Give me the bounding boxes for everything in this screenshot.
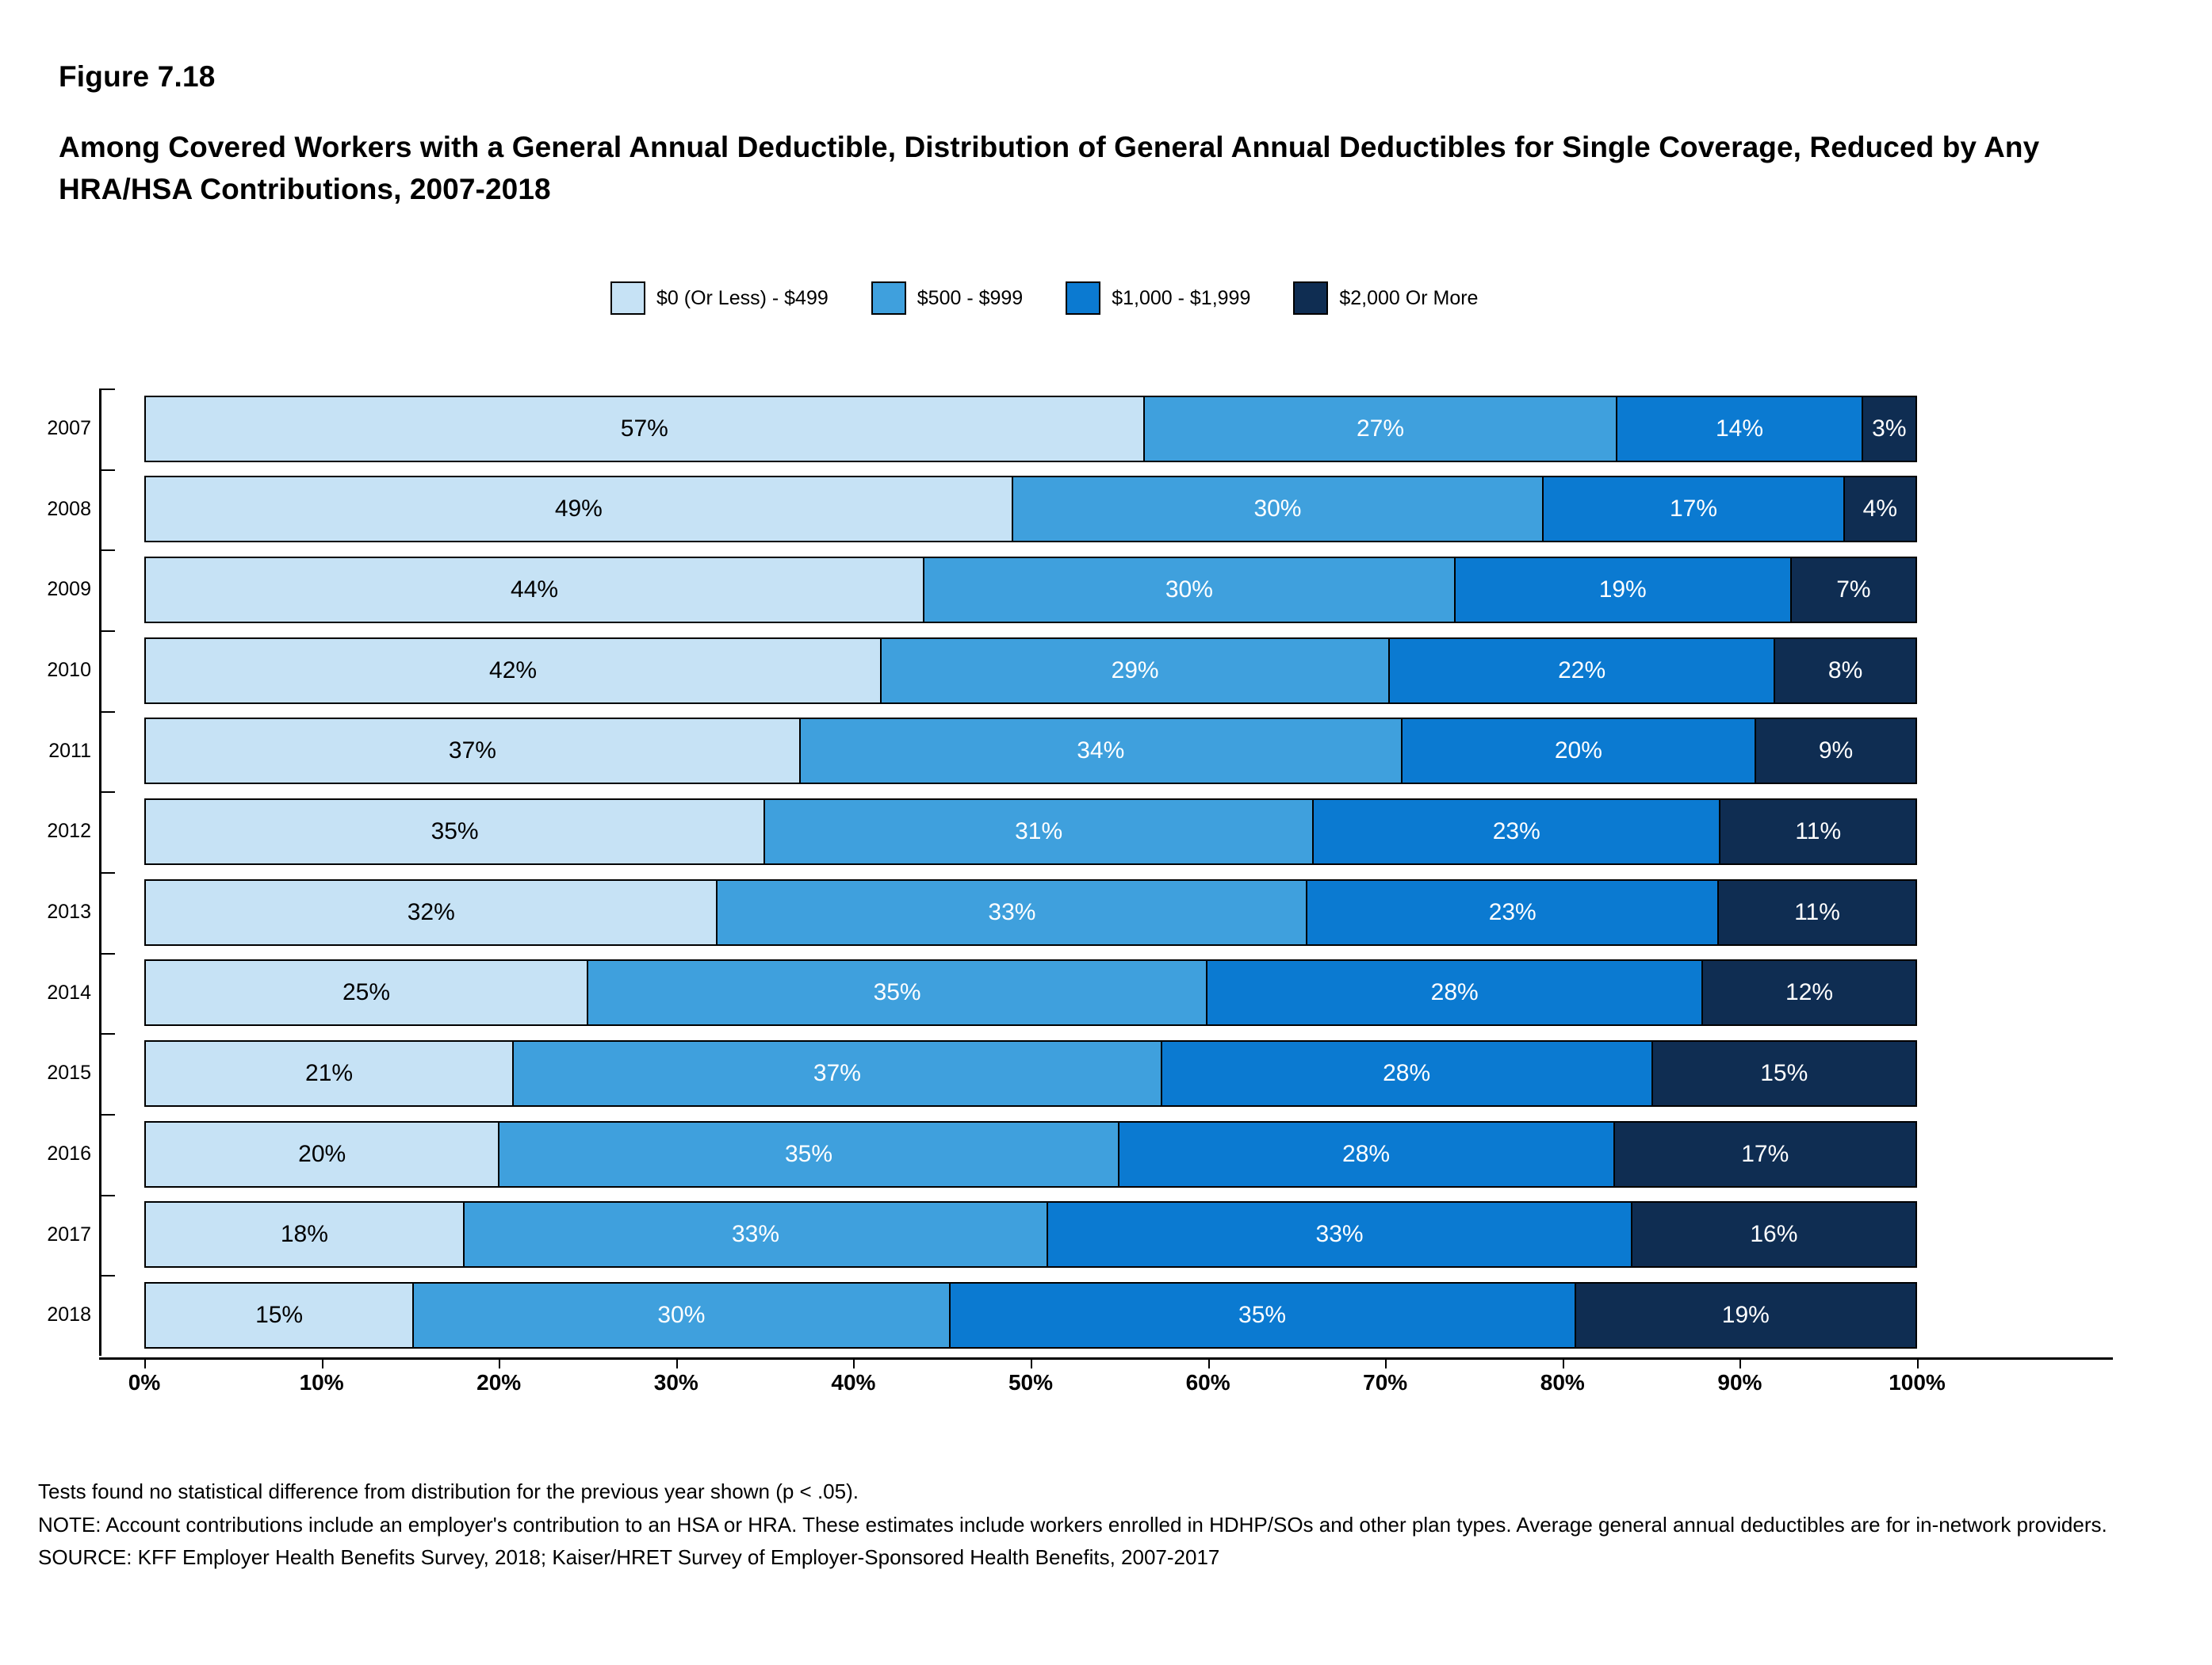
x-axis-tick-label: 80%	[1540, 1370, 1585, 1395]
bar-segment: 49%	[146, 477, 1013, 541]
x-axis-tick-label: 0%	[128, 1370, 161, 1395]
bar-segment: 23%	[1307, 881, 1719, 944]
y-axis-tick-mark	[99, 388, 115, 390]
x-axis-tick-mark	[1739, 1357, 1741, 1368]
chart-row	[47, 388, 2113, 469]
x-axis-tick-mark	[853, 1357, 855, 1368]
stacked-bar	[144, 718, 1917, 784]
bar-segment: 28%	[1162, 1042, 1653, 1105]
bar-segment: 33%	[718, 881, 1307, 944]
bar-segment: 21%	[146, 1042, 514, 1105]
bar-segment: 35%	[146, 800, 765, 863]
stacked-bar	[144, 1040, 1917, 1107]
bar-segment: 30%	[414, 1284, 950, 1347]
bar-segment: 28%	[1207, 961, 1703, 1024]
y-axis-tick-mark	[99, 872, 115, 874]
chart-row	[47, 953, 2113, 1034]
legend-item	[1293, 281, 1478, 315]
chart-row	[47, 1275, 2113, 1356]
bar-segment: 15%	[1653, 1042, 1915, 1105]
bar-segment: 35%	[499, 1123, 1119, 1186]
stacked-bar	[144, 637, 1917, 704]
bar-segment: 3%	[1863, 397, 1915, 461]
bar-segment: 14%	[1617, 397, 1862, 461]
y-axis-tick-label: 2018	[47, 1303, 91, 1326]
bar-segment: 31%	[765, 800, 1314, 863]
chart-row	[47, 630, 2113, 711]
chart-row	[48, 711, 2113, 792]
y-axis-tick-label: 2015	[47, 1062, 91, 1085]
plot-area	[47, 388, 2113, 1356]
chart-row	[47, 549, 2113, 630]
x-axis-tick-mark	[1917, 1357, 1919, 1368]
x-axis-tick-mark	[1031, 1357, 1032, 1368]
stacked-bar	[144, 798, 1917, 865]
y-axis-tick-label: 2013	[47, 901, 91, 923]
x-axis-tick-label: 90%	[1717, 1370, 1762, 1395]
stacked-bar	[144, 557, 1917, 623]
legend-label: $500 - $999	[917, 286, 1024, 309]
legend-label: $0 (Or Less) - $499	[656, 286, 829, 309]
bar-segment: 42%	[146, 639, 882, 702]
bar-segment: 7%	[1792, 558, 1915, 622]
x-axis-tick-label: 50%	[1008, 1370, 1054, 1395]
bar-rows	[47, 388, 2113, 1356]
legend-swatch	[610, 281, 645, 315]
chart-row	[47, 1033, 2113, 1114]
y-axis-tick-mark	[99, 1114, 115, 1116]
y-axis-tick-mark	[99, 630, 115, 632]
bar-segment: 44%	[146, 558, 924, 622]
stacked-bar	[144, 1121, 1917, 1188]
legend-swatch	[1066, 281, 1100, 315]
y-axis-tick-mark	[99, 549, 115, 551]
legend-swatch	[1293, 281, 1328, 315]
y-axis-tick-label: 2016	[47, 1143, 91, 1165]
x-axis-tick-label: 60%	[1185, 1370, 1230, 1395]
figure-number: Figure 7.18	[59, 60, 216, 93]
y-axis-tick-label: 2014	[47, 981, 91, 1004]
x-axis-tick-mark	[676, 1357, 678, 1368]
y-axis-tick-label: 2010	[47, 659, 91, 681]
y-axis-tick-label: 2009	[47, 578, 91, 601]
x-axis-tick-mark	[1563, 1357, 1564, 1368]
bar-segment: 22%	[1390, 639, 1775, 702]
y-axis-tick-label: 2007	[47, 417, 91, 439]
legend-item	[1066, 281, 1250, 315]
chart-legend	[610, 281, 1521, 315]
bar-segment: 35%	[951, 1284, 1576, 1347]
y-axis-tick-mark	[99, 791, 115, 793]
bar-segment: 20%	[1403, 719, 1756, 783]
footnote-source: SOURCE: KFF Employer Health Benefits Survey, 2018; Kaiser/HRET Survey of Employer-Sponsored Health Benefits, 2007-2017	[38, 1545, 1220, 1570]
bar-segment: 30%	[924, 558, 1456, 622]
x-axis-tick-label: 10%	[299, 1370, 344, 1395]
bar-segment: 34%	[801, 719, 1403, 783]
bar-segment: 25%	[146, 961, 588, 1024]
chart-row	[47, 1114, 2113, 1195]
y-axis-tick-label: 2017	[47, 1223, 91, 1246]
bar-segment: 19%	[1456, 558, 1792, 622]
stacked-bar	[144, 1201, 1917, 1268]
x-axis-labels	[99, 1370, 2113, 1410]
bar-segment: 18%	[146, 1203, 465, 1266]
bar-segment: 30%	[1013, 477, 1544, 541]
bar-segment: 11%	[1719, 881, 1915, 944]
stacked-bar	[144, 396, 1917, 462]
y-axis-tick-mark	[99, 1195, 115, 1196]
y-axis-tick-label: 2011	[48, 739, 91, 762]
chart-row	[47, 791, 2113, 872]
bar-segment: 23%	[1314, 800, 1720, 863]
y-axis-tick-mark	[99, 1033, 115, 1035]
legend-item	[610, 281, 829, 315]
stacked-bar	[144, 879, 1917, 946]
bar-segment: 37%	[146, 719, 801, 783]
bar-segment: 8%	[1775, 639, 1915, 702]
x-axis-tick-mark	[1385, 1357, 1387, 1368]
bar-segment: 32%	[146, 881, 718, 944]
bar-segment: 12%	[1703, 961, 1915, 1024]
x-axis-tick-label: 70%	[1363, 1370, 1408, 1395]
chart-title: Among Covered Workers with a General Annual Deductible, Distribution of General Annual Deductibles for Single Coverage, Reduced by Any HRA/HSA Contributions, 2007-2018	[59, 131, 2040, 205]
bar-segment: 29%	[882, 639, 1390, 702]
stacked-bar	[144, 959, 1917, 1026]
y-axis-tick-mark	[99, 1275, 115, 1276]
legend-label: $1,000 - $1,999	[1112, 286, 1251, 309]
legend-swatch	[871, 281, 906, 315]
chart-row	[47, 1195, 2113, 1276]
x-axis-tick-label: 100%	[1889, 1370, 1946, 1395]
bar-segment: 57%	[146, 397, 1145, 461]
x-axis-line	[99, 1357, 2113, 1360]
y-axis-tick-mark	[99, 711, 115, 713]
bar-segment: 28%	[1119, 1123, 1615, 1186]
bar-segment: 20%	[146, 1123, 499, 1186]
bar-segment: 17%	[1615, 1123, 1915, 1186]
bar-segment: 33%	[1048, 1203, 1632, 1266]
bar-segment: 17%	[1544, 477, 1844, 541]
bar-segment: 37%	[514, 1042, 1162, 1105]
y-axis-tick-mark	[99, 469, 115, 471]
bar-segment: 33%	[465, 1203, 1049, 1266]
bar-segment: 9%	[1756, 719, 1915, 783]
x-axis-tick-mark	[144, 1357, 146, 1368]
bar-segment: 15%	[146, 1284, 414, 1347]
x-axis-tick-mark	[499, 1357, 500, 1368]
bar-segment: 27%	[1145, 397, 1618, 461]
x-axis-tick-mark	[1208, 1357, 1210, 1368]
chart-row	[47, 872, 2113, 953]
legend-label: $2,000 Or More	[1339, 286, 1479, 309]
stacked-bar	[144, 476, 1917, 542]
bar-segment: 35%	[588, 961, 1207, 1024]
footnote-note: NOTE: Account contributions include an employer's contribution to an HSA or HRA. These estimates include workers enrolled in HDHP/SOs and other plan types. Average general annual deductibles are for in-network providers.	[38, 1512, 2107, 1537]
y-axis-tick-label: 2008	[47, 497, 91, 520]
legend-item	[871, 281, 1023, 315]
y-axis-tick-label: 2012	[47, 820, 91, 843]
chart-row	[47, 469, 2113, 550]
bar-segment: 16%	[1632, 1203, 1915, 1266]
x-axis-tick-mark	[322, 1357, 323, 1368]
bar-segment: 19%	[1576, 1284, 1915, 1347]
stacked-bar	[144, 1282, 1917, 1349]
x-axis-tick-label: 30%	[653, 1370, 698, 1395]
footnotes	[38, 1476, 2171, 1575]
footnote-test: Tests found no statistical difference from distribution for the previous year shown (p < .05).	[38, 1479, 859, 1503]
y-axis-tick-mark	[99, 953, 115, 955]
x-axis-tick-label: 20%	[476, 1370, 522, 1395]
bar-segment: 11%	[1720, 800, 1915, 863]
x-axis-tick-label: 40%	[831, 1370, 876, 1395]
bar-segment: 4%	[1845, 477, 1915, 541]
